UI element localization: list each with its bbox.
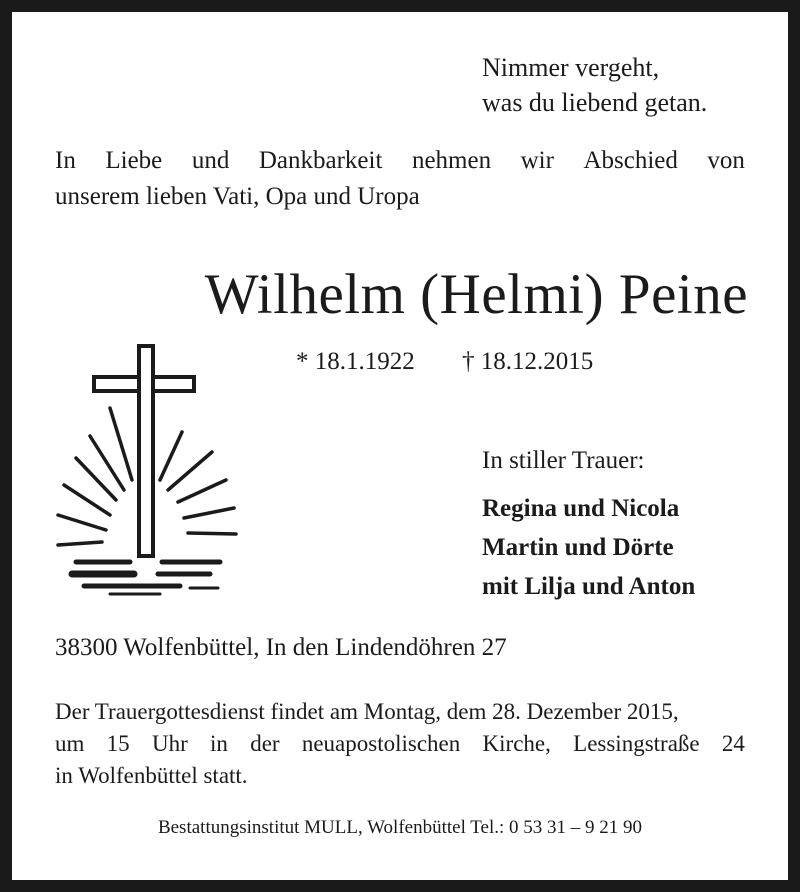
- intro-word: und: [191, 147, 230, 174]
- service-word: Lessingstraße: [573, 731, 700, 756]
- service-word: der: [250, 731, 280, 756]
- deceased-name: Wilhelm (Helmi) Peine: [204, 263, 748, 326]
- intro-word: von: [707, 147, 745, 174]
- intro-word: Liebe: [105, 147, 163, 174]
- intro-line-2: unserem lieben Vati, Opa und Uropa: [55, 183, 420, 210]
- death-date: † 18.12.2015: [462, 348, 594, 375]
- service-line-2: [55, 728, 745, 760]
- service-line-1: Der Trauergottesdienst findet am Montag, dem 28. Dezember 2015,: [55, 699, 679, 724]
- motto: [482, 50, 782, 120]
- intro-word: nehmen: [411, 147, 492, 174]
- mourner-line: mit Lilja und Anton: [482, 573, 696, 600]
- mourners-list: [482, 489, 695, 606]
- birth-date: * 18.1.1922: [296, 348, 415, 375]
- service-word: 15: [106, 731, 130, 756]
- intro-word: wir: [520, 147, 554, 174]
- mourner-line: Regina und Nicola: [482, 495, 680, 522]
- intro-text: [55, 143, 745, 215]
- family-address: 38300 Wolfenbüttel, In den Lindendöhren 27: [55, 634, 507, 661]
- cross-with-sunrays-icon: [50, 340, 250, 605]
- intro-word: Dankbarkeit: [258, 147, 383, 174]
- mourner-line: Martin und Dörte: [482, 534, 674, 561]
- intro-line-1: [55, 143, 745, 179]
- motto-line: was du liebend getan.: [482, 88, 708, 117]
- mourning-label: In stiller Trauer:: [482, 447, 645, 474]
- intro-word: In: [55, 147, 76, 174]
- service-word: neuapostolischen: [301, 731, 461, 756]
- service-word: in: [210, 731, 228, 756]
- service-notice: [55, 696, 745, 792]
- service-line-3: in Wolfenbüttel statt.: [55, 763, 248, 788]
- service-word: Uhr: [151, 731, 188, 756]
- motto-line: Nimmer vergeht,: [482, 53, 660, 82]
- funeral-home-footer: Bestattungsinstitut MULL, Wolfenbüttel Tel.: 0 53 31 – 9 21 90: [157, 817, 643, 838]
- service-word: 24: [721, 731, 745, 756]
- service-word: Kirche,: [482, 731, 551, 756]
- intro-word: Abschied: [583, 147, 678, 174]
- service-word: um: [55, 731, 85, 756]
